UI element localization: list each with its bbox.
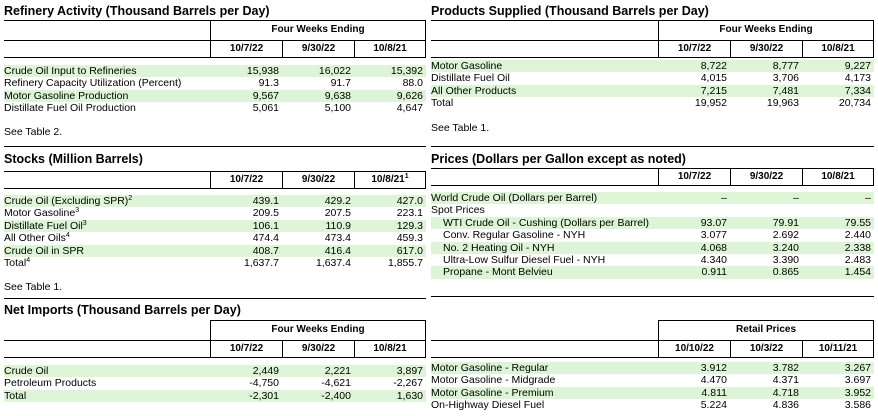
refinery-activity-title: Refinery Activity (Thousand Barrels per Day) <box>4 4 270 18</box>
row-label-text: Motor Gasoline - Midgrade <box>431 374 556 387</box>
value-cell: -2,400 <box>321 389 351 402</box>
column-header: 10/8/21 <box>354 341 426 357</box>
net-imports-table-body <box>4 365 426 402</box>
column-header: 10/7/22 <box>658 169 730 185</box>
value-cell: 19,963 <box>766 97 799 110</box>
row-label-text: Motor Gasoline Production <box>4 89 129 102</box>
row-label <box>431 266 658 278</box>
value-cell: 91.3 <box>258 77 279 90</box>
column-group-header: Four Weeks Ending <box>210 320 426 340</box>
value-cell: 7,334 <box>844 84 871 97</box>
value-cell: 0.911 <box>701 266 727 279</box>
column-header: 10/8/21 <box>354 41 426 57</box>
row-label-text: Motor Gasoline <box>431 60 503 72</box>
value-cell: 2.338 <box>844 241 871 254</box>
value-cell: – <box>865 192 871 204</box>
column-header: 10/7/22 <box>210 172 282 188</box>
value-cell: 439.1 <box>252 195 279 207</box>
row-label <box>4 232 210 244</box>
section-rule <box>431 296 874 297</box>
value-cell: 2.483 <box>844 253 871 266</box>
value-cell: 4.340 <box>700 253 727 266</box>
row-label-text: All Other Oils <box>4 232 66 245</box>
value-cell: 3.912 <box>700 362 727 374</box>
value-cell: 93.07 <box>700 216 727 229</box>
footnote-marker: 4 <box>65 232 70 240</box>
refinery-activity-panel <box>4 0 426 145</box>
column-header: 9/30/22 <box>730 41 802 57</box>
column-header-row <box>4 171 426 189</box>
row-label-text: Refinery Capacity Utilization (Percent) <box>4 77 182 90</box>
column-header: 10/3/22 <box>730 341 802 357</box>
table-row <box>4 220 426 232</box>
row-label-text: Crude Oil in SPR <box>4 244 84 257</box>
products-supplied-title: Products Supplied (Thousand Barrels per Day) <box>431 4 709 18</box>
value-cell: 3.782 <box>772 362 799 374</box>
value-cell: 79.55 <box>844 216 871 229</box>
row-label <box>4 390 210 402</box>
row-label-text: All Other Products <box>431 84 517 97</box>
value-cell: 3.390 <box>772 253 799 266</box>
column-group-header: Four Weeks Ending <box>658 20 874 40</box>
value-cell: 5.224 <box>700 399 727 412</box>
row-label-text: Motor Gasoline - Regular <box>431 362 549 374</box>
table-row <box>4 365 426 377</box>
products-supplied-panel <box>431 0 874 145</box>
value-cell: 106.1 <box>252 219 279 232</box>
net-imports-panel <box>4 298 426 416</box>
value-cell: 429.2 <box>324 195 351 207</box>
value-cell: 9,227 <box>844 60 871 72</box>
value-cell: 1.454 <box>844 266 871 279</box>
value-cell: 474.4 <box>252 232 279 245</box>
value-cell: 209.5 <box>252 207 279 220</box>
column-header: 9/30/22 <box>282 341 354 357</box>
value-cell: 1,637.7 <box>243 256 279 269</box>
column-header-row <box>431 40 874 58</box>
value-cell: 4,015 <box>700 72 727 85</box>
value-cell: 8,722 <box>700 60 727 72</box>
footnote-marker: 2 <box>128 195 133 202</box>
value-cell: 20,734 <box>838 97 871 110</box>
value-cell: 416.4 <box>324 244 351 257</box>
retail-prices-panel <box>431 296 874 416</box>
table-row <box>4 377 426 389</box>
value-cell: 1,637.4 <box>315 256 351 269</box>
row-label <box>4 245 210 257</box>
row-label <box>431 72 658 84</box>
value-cell: 617.0 <box>396 244 423 257</box>
value-cell: 2.692 <box>772 229 799 242</box>
value-cell: 4.836 <box>772 399 799 412</box>
row-label <box>4 377 210 389</box>
stocks-title: Stocks (Million Barrels) <box>4 152 143 166</box>
net-imports-title: Net Imports (Thousand Barrels per Day) <box>4 303 241 317</box>
column-header: $10/8/21^1$ <box>354 172 426 188</box>
column-header: 10/10/22 <box>658 341 730 357</box>
row-label <box>431 217 658 229</box>
value-cell: 4,173 <box>844 72 871 85</box>
value-cell: -4,621 <box>321 377 351 390</box>
table-row <box>4 65 426 77</box>
column-header-row <box>4 340 426 358</box>
column-header: 10/7/22 <box>658 41 730 57</box>
table-row <box>431 60 874 72</box>
row-label <box>4 207 210 219</box>
column-header: 10/7/22 <box>210 41 282 57</box>
row-label-text: Propane - Mont Belvieu <box>443 266 553 279</box>
value-cell: 473.4 <box>324 232 351 245</box>
value-cell: 15,392 <box>390 65 423 77</box>
column-header: 10/7/22 <box>210 341 282 357</box>
row-label <box>431 399 658 411</box>
table-row <box>431 254 874 266</box>
column-group-header: Four Weeks Ending <box>210 20 426 40</box>
row-label <box>431 60 658 72</box>
table-row <box>4 245 426 257</box>
value-cell: 7,481 <box>772 84 799 97</box>
value-cell: 19,952 <box>694 97 727 110</box>
stocks-panel <box>4 146 426 296</box>
table-row <box>4 195 426 207</box>
table-note: See Table 2. <box>4 126 63 138</box>
prices-title: Prices (Dollars per Gallon except as noted) <box>431 152 686 166</box>
value-cell: 110.9 <box>325 219 351 232</box>
row-label <box>431 229 658 241</box>
value-cell: 3.952 <box>844 386 871 399</box>
table-row <box>4 390 426 402</box>
section-rule <box>4 146 426 147</box>
table-row <box>4 232 426 244</box>
value-cell: 9,626 <box>396 89 423 102</box>
footnote-marker: 4 <box>26 256 31 264</box>
row-label <box>431 242 658 254</box>
value-cell <box>802 204 874 216</box>
row-label <box>431 254 658 266</box>
value-cell: – <box>721 192 727 204</box>
row-label <box>431 387 658 399</box>
value-cell: 8,777 <box>772 60 799 72</box>
value-cell: 3.077 <box>700 229 727 242</box>
row-label-text: Total <box>4 389 27 402</box>
row-label-text: Spot Prices <box>431 204 485 217</box>
value-cell: 1,855.7 <box>387 256 423 269</box>
value-cell: 2.440 <box>844 229 871 242</box>
row-label-text: Conv. Regular Gasoline - NYH <box>443 229 586 242</box>
refinery-table-body <box>4 65 426 115</box>
retail-table-body <box>431 362 874 412</box>
table-row <box>431 229 874 241</box>
value-cell: 3.697 <box>844 374 871 387</box>
value-cell: 9,638 <box>324 89 351 102</box>
value-cell: 91.7 <box>330 77 351 90</box>
table-row <box>4 102 426 114</box>
value-cell: 0.865 <box>772 266 799 279</box>
table-row <box>431 72 874 84</box>
column-header: 10/11/21 <box>802 341 874 357</box>
row-label <box>4 77 210 89</box>
row-label-text: Petroleum Products <box>4 377 97 390</box>
value-cell: 1,630 <box>396 389 423 402</box>
table-row <box>4 90 426 102</box>
footnote-marker: 3 <box>75 207 80 215</box>
row-label-text: Crude Oil (Excluding SPR) <box>4 195 129 207</box>
value-cell: 3.240 <box>772 241 799 254</box>
table-row <box>431 374 874 386</box>
row-label-text: Distillate Fuel Oil Production <box>4 102 136 115</box>
table-row <box>431 399 874 411</box>
row-label-text: No. 2 Heating Oil - NYH <box>443 241 555 254</box>
column-group-header: Retail Prices <box>658 320 874 340</box>
row-label-text: WTI Crude Oil - Cushing (Dollars per Barrel) <box>443 216 649 229</box>
table-row <box>431 387 874 399</box>
value-cell <box>730 204 802 216</box>
column-header: 9/30/22 <box>282 41 354 57</box>
value-cell: 4.811 <box>701 386 727 399</box>
row-label-text: Motor Gasoline <box>4 207 76 220</box>
section-rule <box>4 298 426 299</box>
value-cell: – <box>793 192 799 204</box>
column-header: 9/30/22 <box>730 169 802 185</box>
row-label-text: Crude Oil Input to Refineries <box>4 65 137 77</box>
column-header: 9/30/22 <box>282 172 354 188</box>
table-row <box>431 217 874 229</box>
row-label-text: Distillate Fuel Oil <box>4 219 83 232</box>
table-row <box>431 204 874 216</box>
row-label-text: Motor Gasoline - Premium <box>431 386 554 399</box>
row-label-text: Total <box>431 97 454 110</box>
row-label <box>4 102 210 114</box>
value-cell: 3.267 <box>844 362 871 374</box>
row-label-text: Distillate Fuel Oil <box>431 72 510 85</box>
value-cell: 88.0 <box>402 77 423 90</box>
column-header: 10/8/21 <box>802 169 874 185</box>
value-cell: 4,647 <box>396 102 423 115</box>
value-cell: 3,706 <box>772 72 799 85</box>
stocks-table-body <box>4 195 426 269</box>
value-cell: 427.0 <box>396 195 423 207</box>
row-label <box>4 65 210 77</box>
table-row <box>431 242 874 254</box>
value-cell: 2,449 <box>252 365 279 377</box>
row-label-text: World Crude Oil (Dollars per Barrel) <box>431 192 598 204</box>
row-label <box>4 195 210 207</box>
value-cell: 3,897 <box>396 365 423 377</box>
row-label <box>431 374 658 386</box>
products-table-body <box>431 60 874 110</box>
column-header-row <box>431 168 874 186</box>
row-label <box>4 365 210 377</box>
table-row <box>4 207 426 219</box>
value-cell: 4.371 <box>772 374 799 387</box>
row-label-text: Crude Oil <box>4 365 49 377</box>
value-cell: 207.5 <box>324 207 351 220</box>
value-cell: 129.3 <box>396 219 423 232</box>
row-label <box>431 97 658 109</box>
table-row <box>431 362 874 374</box>
footnote-marker: 1 <box>404 173 409 180</box>
table-note: See Table 1. <box>431 122 490 134</box>
value-cell: 4.470 <box>700 374 727 387</box>
value-cell: 2,221 <box>324 365 351 377</box>
column-header-row <box>4 40 426 58</box>
table-row <box>431 97 874 109</box>
footnote-marker: 3 <box>82 219 87 227</box>
row-label <box>4 257 210 269</box>
column-header: 10/8/21 <box>802 41 874 57</box>
value-cell <box>658 204 730 216</box>
value-cell: 16,022 <box>318 65 351 77</box>
value-cell: 15,938 <box>246 65 279 77</box>
row-label <box>431 362 658 374</box>
table-row <box>4 257 426 269</box>
prices-table-body <box>431 192 874 279</box>
value-cell: 9,567 <box>252 89 279 102</box>
value-cell: -4,750 <box>249 377 279 390</box>
value-cell: 5,061 <box>252 102 279 115</box>
value-cell: -2,267 <box>393 377 423 390</box>
row-label <box>431 204 658 216</box>
row-label <box>431 192 658 204</box>
value-cell: 459.3 <box>396 232 423 245</box>
value-cell: 79.91 <box>772 216 799 229</box>
table-row <box>431 192 874 204</box>
row-label-text: Ultra-Low Sulfur Diesel Fuel - NYH <box>443 253 606 266</box>
value-cell: 223.1 <box>396 207 423 220</box>
table-row <box>4 77 426 89</box>
table-row <box>431 85 874 97</box>
value-cell: 408.7 <box>252 244 279 257</box>
value-cell: 7,215 <box>700 84 727 97</box>
row-label <box>4 220 210 232</box>
value-cell: 3.586 <box>844 399 871 412</box>
prices-panel <box>431 146 874 296</box>
row-label <box>4 90 210 102</box>
column-header-row <box>431 340 874 358</box>
section-rule <box>431 146 874 147</box>
row-label-text: Total <box>4 256 27 269</box>
row-label-text: On-Highway Diesel Fuel <box>431 399 545 412</box>
table-note: See Table 1. <box>4 281 63 293</box>
value-cell: 4.718 <box>772 386 799 399</box>
value-cell: 5,100 <box>324 102 351 115</box>
value-cell: -2,301 <box>249 389 279 402</box>
row-label <box>431 85 658 97</box>
value-cell: 4.068 <box>700 241 727 254</box>
table-row <box>431 266 874 278</box>
